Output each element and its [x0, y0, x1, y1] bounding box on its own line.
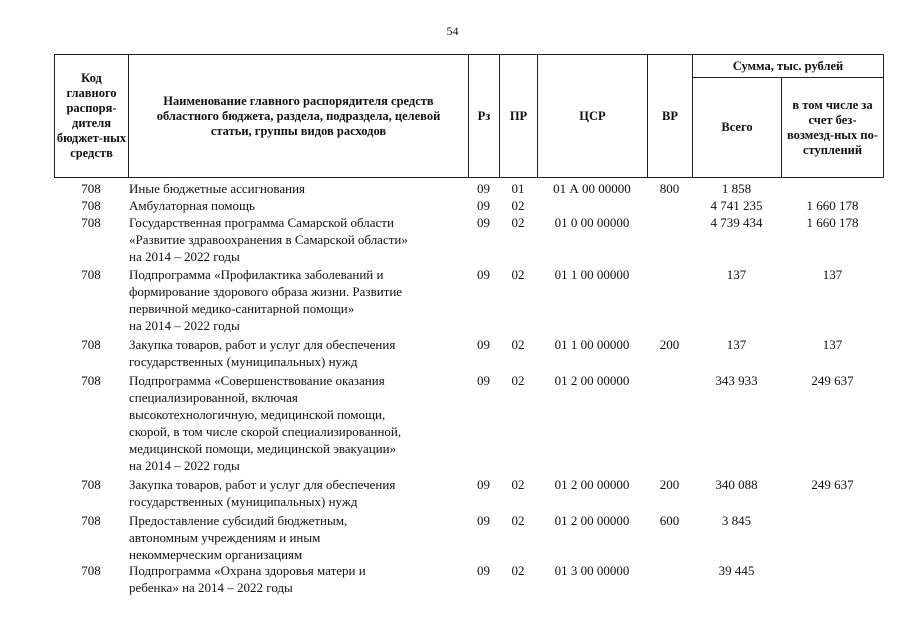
cell-csr: 01 2 00 00000 [554, 513, 630, 528]
cell-name [129, 476, 469, 510]
name-line: медицинской помощи, медицинской эвакуации» [129, 441, 397, 456]
cell-incl: 249 637 [811, 477, 854, 492]
cell-csr: 01 1 00 00000 [554, 337, 630, 352]
cell-total: 343 933 [715, 373, 758, 388]
name-line: государственных (муниципальных) нужд [129, 354, 358, 369]
header-code: Код главного распоря-дителя бюджет-ных средств [54, 54, 129, 178]
name-line: ребенка» на 2014 – 2022 годы [129, 580, 293, 595]
name-line: «Развитие здравоохранения в Самарской области» [129, 232, 408, 247]
cell-total: 137 [726, 337, 747, 352]
header-vr: ВР [647, 54, 693, 178]
cell-code: 708 [81, 337, 101, 352]
name-line: государственных (муниципальных) нужд [129, 494, 358, 509]
name-line: Закупка товаров, работ и услуг для обеспечения [129, 477, 396, 492]
cell-incl: 137 [822, 267, 843, 282]
cell-csr: 01 2 00 00000 [554, 477, 630, 492]
cell-total: 4 741 235 [710, 198, 763, 213]
name-line: высокотехнологичную, медицинской помощи, [129, 407, 386, 422]
cell-code: 708 [81, 513, 101, 528]
cell-rz: 09 [477, 198, 490, 213]
cell-name [129, 512, 469, 563]
cell-csr: 01 А 00 00000 [553, 181, 631, 196]
cell-pr: 02 [511, 198, 525, 213]
name-line: Подпрограмма «Профилактика заболеваний и [129, 267, 384, 282]
cell-incl: 249 637 [811, 373, 854, 388]
cell-vr: 200 [659, 477, 680, 492]
cell-incl: 1 660 178 [806, 215, 859, 230]
name-line: Иные бюджетные ассигнования [129, 181, 306, 196]
cell-rz: 09 [477, 477, 490, 492]
cell-code: 708 [81, 215, 101, 230]
name-line: формирование здорового образа жизни. Развитие [129, 284, 403, 299]
name-line: на 2014 – 2022 годы [129, 458, 240, 473]
cell-name [129, 266, 469, 334]
name-line: на 2014 – 2022 годы [129, 318, 240, 333]
cell-code: 708 [81, 267, 101, 282]
cell-rz: 09 [477, 563, 490, 578]
page-number: 54 [446, 24, 459, 38]
cell-total: 340 088 [715, 477, 758, 492]
name-line: Подпрограмма «Охрана здоровья матери и [129, 563, 366, 578]
cell-rz: 09 [477, 267, 490, 282]
name-line: некоммерческим организациям [129, 547, 303, 562]
cell-code: 708 [81, 477, 101, 492]
name-line: Государственная программа Самарской области [129, 215, 394, 230]
header-name: Наименование главного распорядителя средств областного бюджета, раздела, подраздела, целевой статьи, группы видов расходов [128, 54, 469, 178]
cell-rz: 09 [477, 181, 490, 196]
header-rz: Рз [468, 54, 500, 178]
header-pr: ПР [499, 54, 538, 178]
cell-rz: 09 [477, 337, 490, 352]
cell-total: 3 845 [721, 513, 752, 528]
name-line: Закупка товаров, работ и услуг для обеспечения [129, 337, 396, 352]
cell-total: 1 858 [721, 181, 752, 196]
cell-csr: 01 3 00 00000 [554, 563, 630, 578]
cell-code: 708 [81, 563, 101, 578]
name-line: специализированной, включая [129, 390, 298, 405]
cell-incl: 1 660 178 [806, 198, 859, 213]
cell-total: 137 [726, 267, 747, 282]
cell-rz: 09 [477, 373, 490, 388]
name-line: автономным учреждениям и иным [129, 530, 321, 545]
cell-pr: 02 [511, 373, 525, 388]
cell-pr: 02 [511, 563, 525, 578]
cell-pr: 02 [511, 477, 525, 492]
cell-name [129, 336, 469, 370]
cell-name [129, 180, 469, 197]
name-line: Амбулаторная помощь [129, 198, 255, 213]
name-line: скорой, в том числе скорой специализированной, [129, 424, 402, 439]
cell-pr: 01 [511, 181, 525, 196]
cell-name [129, 214, 469, 265]
cell-pr: 02 [511, 513, 525, 528]
header-csr: ЦСР [537, 54, 648, 178]
name-line: первичной медико-санитарной помощи» [129, 301, 355, 316]
cell-name [129, 562, 469, 596]
cell-vr: 800 [659, 181, 680, 196]
cell-code: 708 [81, 181, 101, 196]
cell-code: 708 [81, 373, 101, 388]
name-line: Подпрограмма «Совершенствование оказания [129, 373, 385, 388]
cell-vr: 600 [659, 513, 680, 528]
header-incl: в том числе за счет без-возмезд-ных по-ступлений [781, 77, 884, 178]
cell-csr: 01 2 00 00000 [554, 373, 630, 388]
cell-name [129, 372, 469, 474]
cell-name [129, 197, 469, 214]
cell-rz: 09 [477, 513, 490, 528]
cell-incl: 137 [822, 337, 843, 352]
cell-total: 4 739 434 [710, 215, 763, 230]
cell-code: 708 [81, 198, 101, 213]
cell-pr: 02 [511, 267, 525, 282]
cell-csr: 01 0 00 00000 [554, 215, 630, 230]
cell-csr: 01 1 00 00000 [554, 267, 630, 282]
cell-total: 39 445 [718, 563, 755, 578]
cell-pr: 02 [511, 337, 525, 352]
name-line: на 2014 – 2022 годы [129, 249, 240, 264]
header-sum: Сумма, тыс. рублей [692, 54, 884, 78]
header-total: Всего [692, 77, 782, 178]
cell-pr: 02 [511, 215, 525, 230]
name-line: Предоставление субсидий бюджетным, [129, 513, 348, 528]
cell-rz: 09 [477, 215, 490, 230]
cell-vr: 200 [659, 337, 680, 352]
